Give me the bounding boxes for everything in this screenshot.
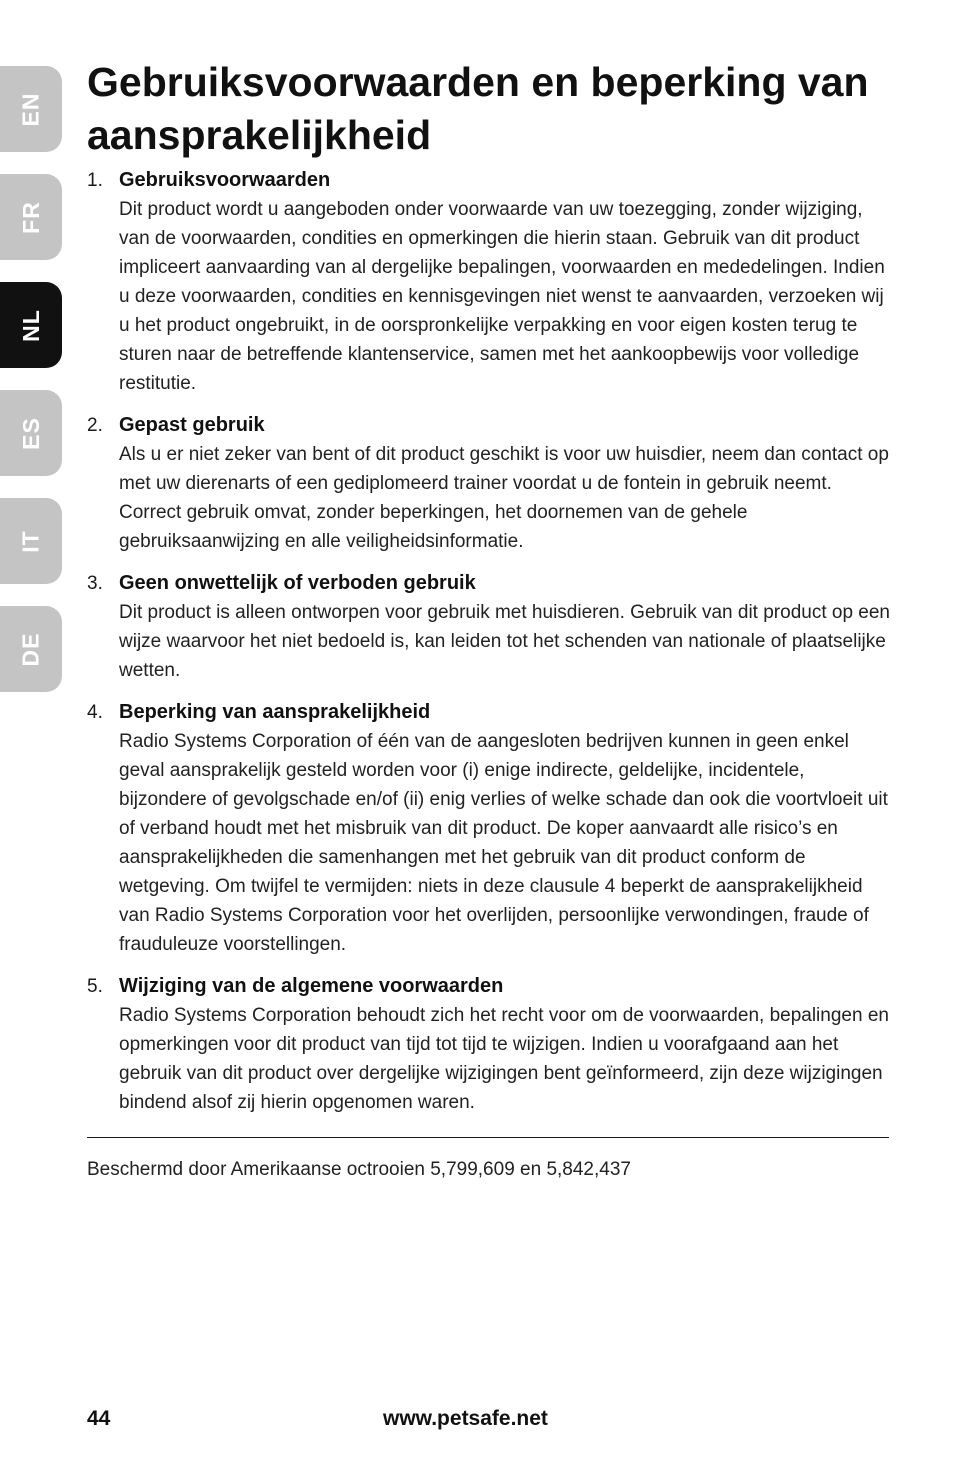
tab-en-label: EN bbox=[17, 92, 44, 126]
section-heading: Geen onwettelijk of verboden gebruik bbox=[119, 572, 476, 594]
section-body: Als u er niet zeker van bent of dit product geschikt is voor uw huisdier, neem dan contact op met uw dierenarts of een gediplomeerd trainer voordat u de fontein in gebruik neemt. Correct gebruik omvat, zonder beperkingen, het doornemen van de gehele gebruiksaanwijzing en alle veiligheidsinformatie. bbox=[119, 444, 889, 552]
section-body: Radio Systems Corporation of één van de aangesloten bedrijven kunnen in geen enkel geval aansprakelijk gesteld worden voor (i) enige indirecte, geldelijke, incidentele, bijzondere of gevolgschade en/of (ii) enig verlies of welke schade dan ook die voortvloeit uit of verband houdt met het misbruik van dit product. De koper aanvaardt alle risico’s en aansprakelijkheden die samenhangen met het gebruik van dit product conform de wetgeving. Om twijfel te vermijden: niets in deze clausule 4 beperkt de aansprakelijkheid van Radio Systems Corporation voor het overlijden, persoonlijke verwondingen, fraude of frauduleuze voorstellingen. bbox=[119, 731, 888, 955]
tab-nl[interactable] bbox=[0, 282, 62, 368]
section-terms-of-use bbox=[87, 166, 897, 398]
page-title: Gebruiksvoorwaarden en beperking van aansprakelijkheid bbox=[87, 59, 869, 158]
tab-es-label: ES bbox=[17, 416, 44, 450]
section-number: 3. bbox=[87, 573, 103, 594]
section-number: 4. bbox=[87, 702, 103, 723]
section-number: 2. bbox=[87, 415, 103, 436]
section-proper-use bbox=[87, 411, 897, 556]
tab-fr-label: FR bbox=[17, 200, 44, 234]
tab-it-label: IT bbox=[17, 529, 44, 553]
section-body: Dit product is alleen ontworpen voor gebruik met huisdieren. Gebruik van dit product op een wijze waarvoor het niet bedoeld is, kan leiden tot het schenden van nationale of plaatselijke wetten. bbox=[119, 602, 890, 681]
divider bbox=[87, 1137, 889, 1138]
section-limitation-of-liability bbox=[87, 698, 897, 959]
page-number: 44 bbox=[87, 1407, 111, 1430]
section-heading: Gebruiksvoorwaarden bbox=[119, 169, 331, 191]
website-link[interactable]: www.petsafe.net bbox=[383, 1407, 548, 1430]
section-no-unlawful-use bbox=[87, 569, 897, 685]
tab-en[interactable] bbox=[0, 66, 62, 152]
tab-fr[interactable] bbox=[0, 174, 62, 260]
section-body: Dit product wordt u aangeboden onder voorwaarde van uw toezegging, zonder wijziging, van de voorwaarden, condities en opmerkingen die hierin staan. Gebruik van dit product impliceert aanvaarding van al dergelijke bepalingen, voorwaarden en mededelingen. Indien u deze voorwaarden, condities en kennisgevingen niet wenst te aanvaarden, verzoeken wij u het product ongebruikt, in de oorspronkelijke verpakking en voor eigen kosten terug te sturen naar de betreffende klantenservice, samen met het aankoopbewijs voor volledige restitutie. bbox=[119, 199, 885, 394]
section-modification-of-terms bbox=[87, 972, 897, 1117]
tab-nl-label: NL bbox=[17, 308, 44, 342]
patent-notice: Beschermd door Amerikaanse octrooien 5,799,609 en 5,842,437 bbox=[87, 1159, 631, 1180]
tab-it[interactable] bbox=[0, 498, 62, 584]
section-body: Radio Systems Corporation behoudt zich het recht voor om de voorwaarden, bepalingen en opmerkingen voor dit product van tijd tot tijd te wijzigen. Indien u voorafgaand aan het gebruik van dit product over dergelijke wijzigingen bent geïnformeerd, zijn deze wijzigingen bindend alsof zij hierin opgenomen waren. bbox=[119, 1005, 889, 1113]
tab-es[interactable] bbox=[0, 390, 62, 476]
section-number: 5. bbox=[87, 976, 103, 997]
tab-de[interactable] bbox=[0, 606, 62, 692]
section-heading: Gepast gebruik bbox=[119, 414, 265, 436]
tab-de-label: DE bbox=[17, 632, 44, 666]
section-heading: Beperking van aansprakelijkheid bbox=[119, 701, 431, 723]
section-heading: Wijziging van de algemene voorwaarden bbox=[119, 975, 504, 997]
section-number: 1. bbox=[87, 170, 103, 191]
terms-sections bbox=[87, 166, 897, 1130]
